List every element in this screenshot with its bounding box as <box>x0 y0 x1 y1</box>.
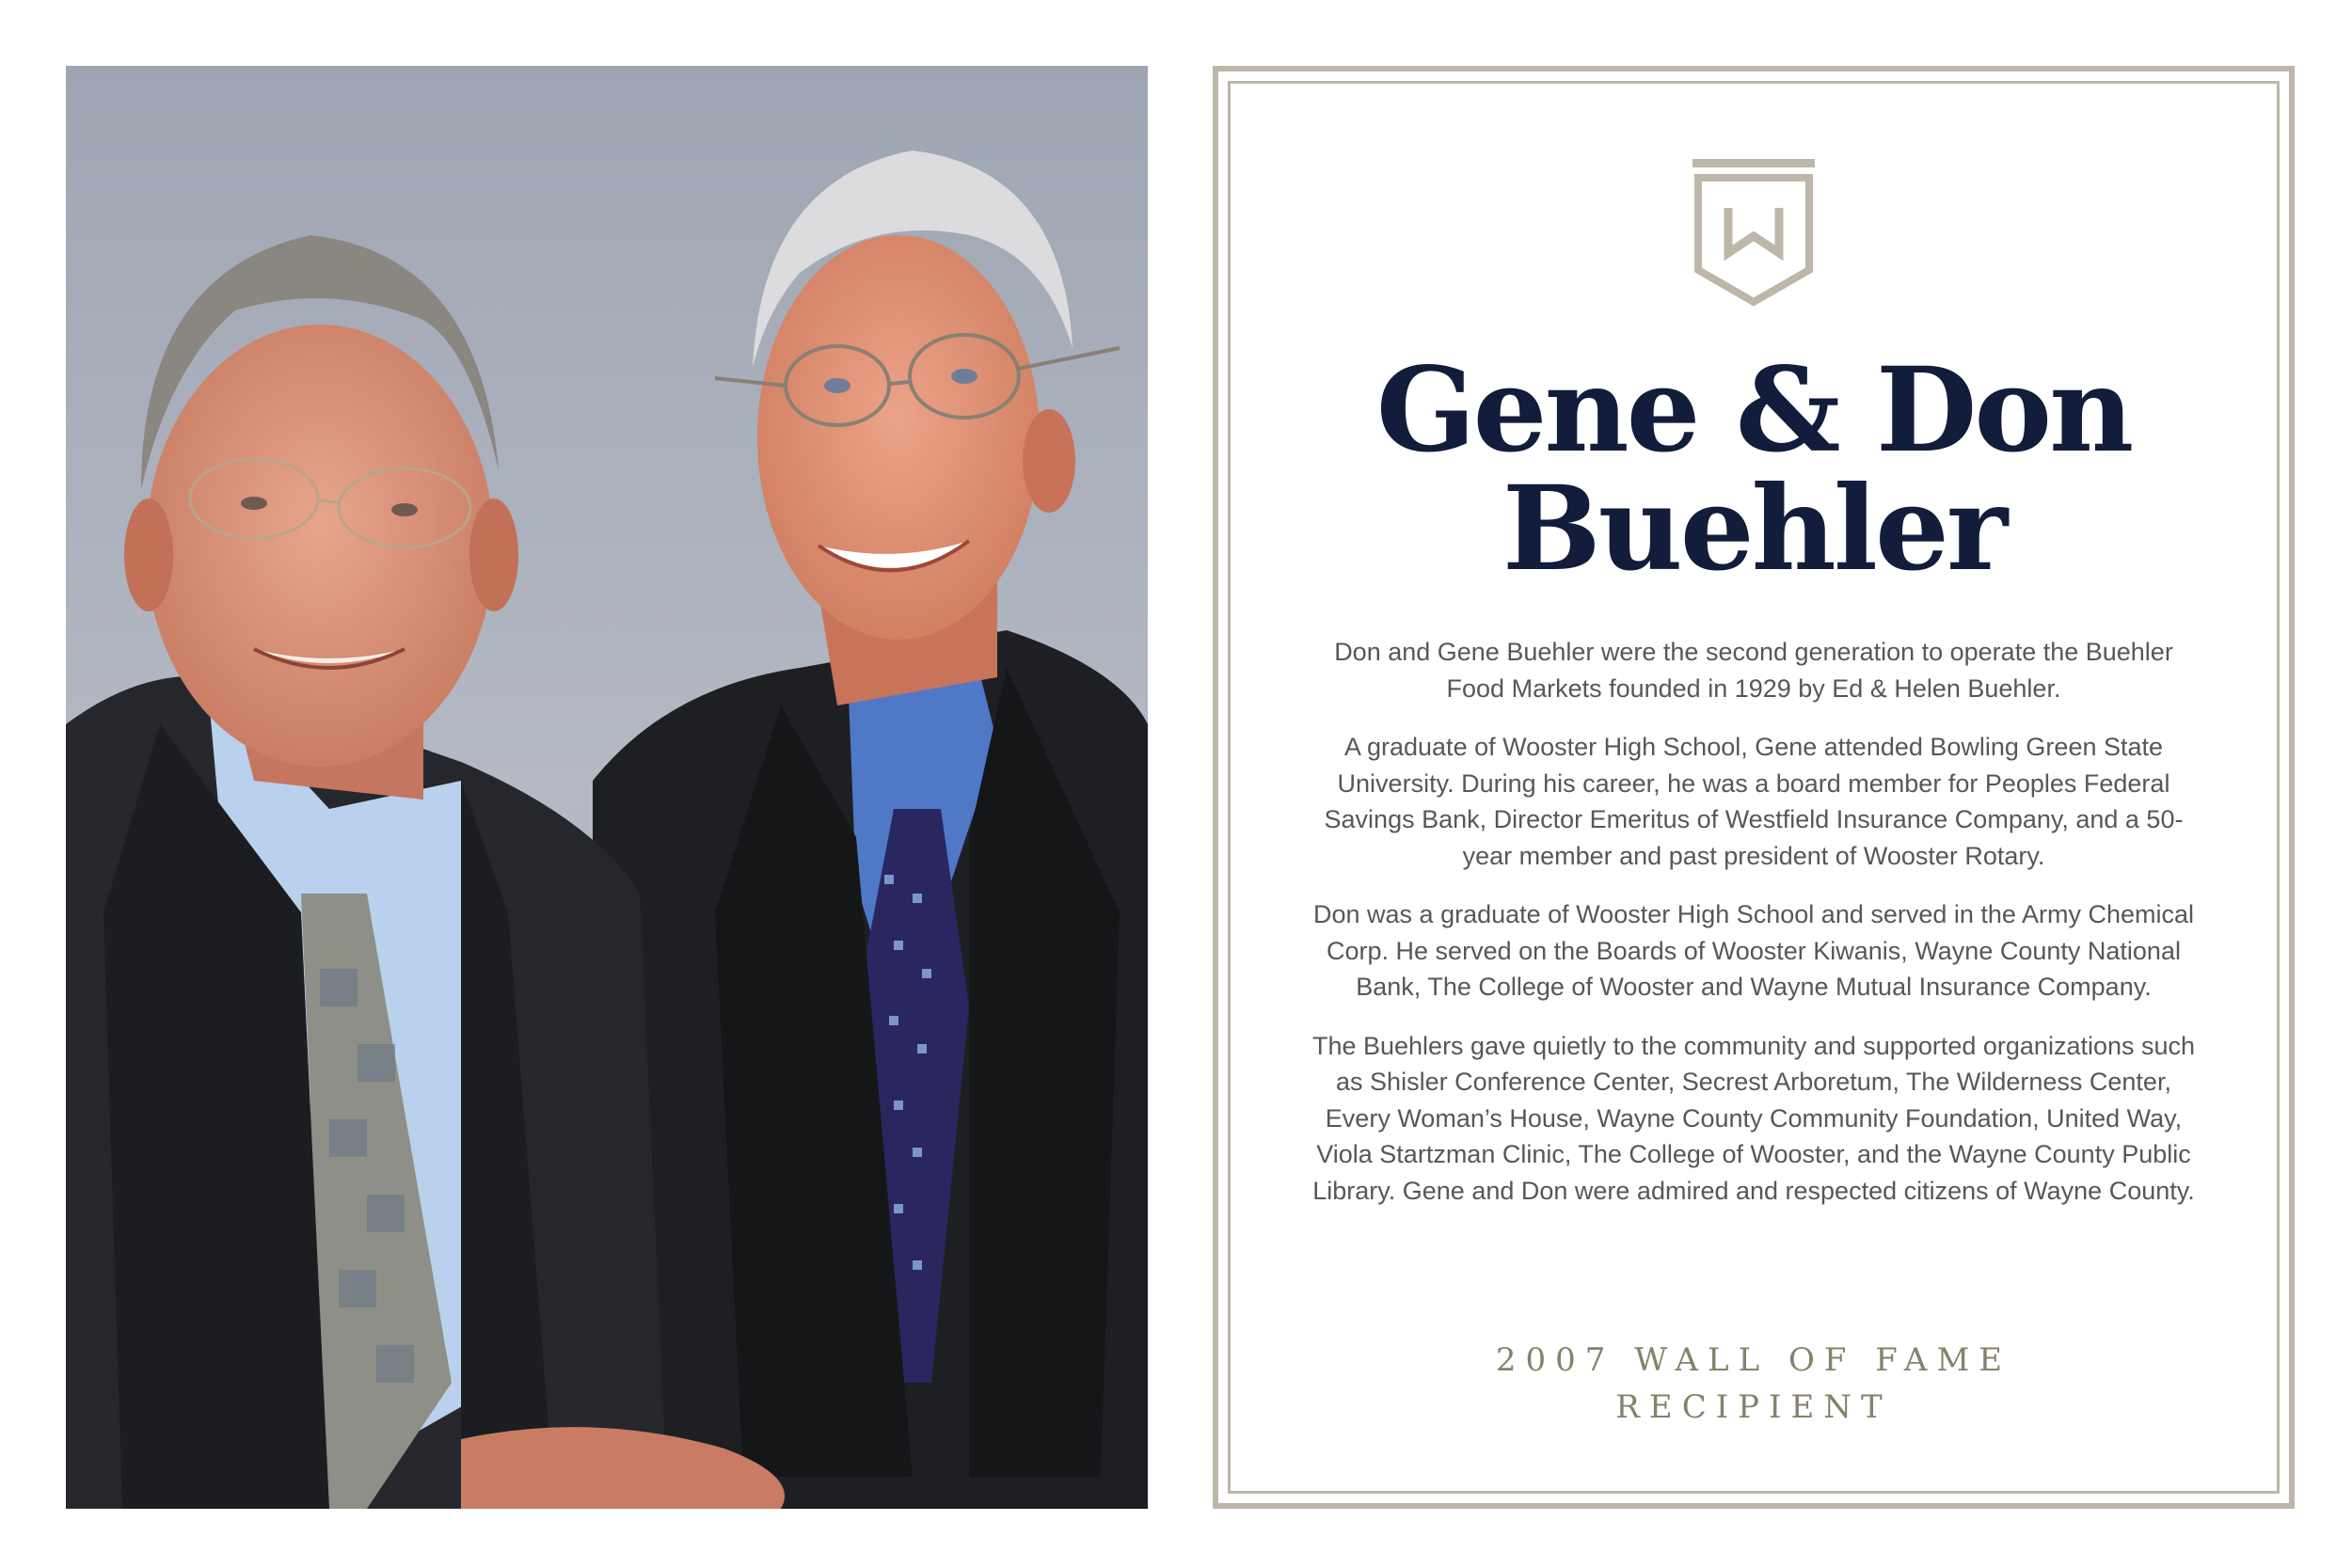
portrait-photo <box>66 66 1148 1509</box>
biography <box>1306 634 2201 1231</box>
name-line-1: Gene & Don <box>1375 342 2132 479</box>
bio-paragraph: Don was a graduate of Wooster High School and served in the Army Chemical Corp. He served on the Boards of Wooster Kiwanis, Wayne County National Bank, The College of Wooster and Wayne Mutual Insurance Company. <box>1313 900 2194 1001</box>
award-title <box>1231 1337 2277 1431</box>
bio-paragraph: A graduate of Wooster High School, Gene attended Bowling Green State University. During his career, he was a board member for Peoples Federal Savings Bank, Director Emeritus of Westfield Insurance Company, and a 50-year member and past president of Wooster Rotary. <box>1324 733 2184 870</box>
portrait-photo-icon <box>66 66 1148 1509</box>
bio-card <box>1213 66 2295 1509</box>
name-line-2: Buehler <box>1502 461 2006 597</box>
award-line-1: 2007 WALL OF FAME <box>1495 1341 2012 1379</box>
card-inner-frame <box>1228 81 2280 1494</box>
bio-paragraph: Don and Gene Buehler were the second generation to operate the Buehler Food Markets founded in 1929 by Ed & Helen Buehler. <box>1334 638 2173 703</box>
bio-paragraph: The Buehlers gave quietly to the community and supported organizations such as Shisler Conference Center, Secrest Arboretum, The Wilderness Center, Every Woman’s House, Wayne County Community Foundation, United Way, Viola Startzman Clinic, The College of Wooster, and the Wayne County Public Library. Gene and Don were admired and respected citizens of Wayne County. <box>1311 1031 2196 1205</box>
shield-crest-icon <box>1692 159 1815 309</box>
honoree-name <box>1231 342 2277 597</box>
award-line-2: RECIPIENT <box>1615 1388 1892 1426</box>
